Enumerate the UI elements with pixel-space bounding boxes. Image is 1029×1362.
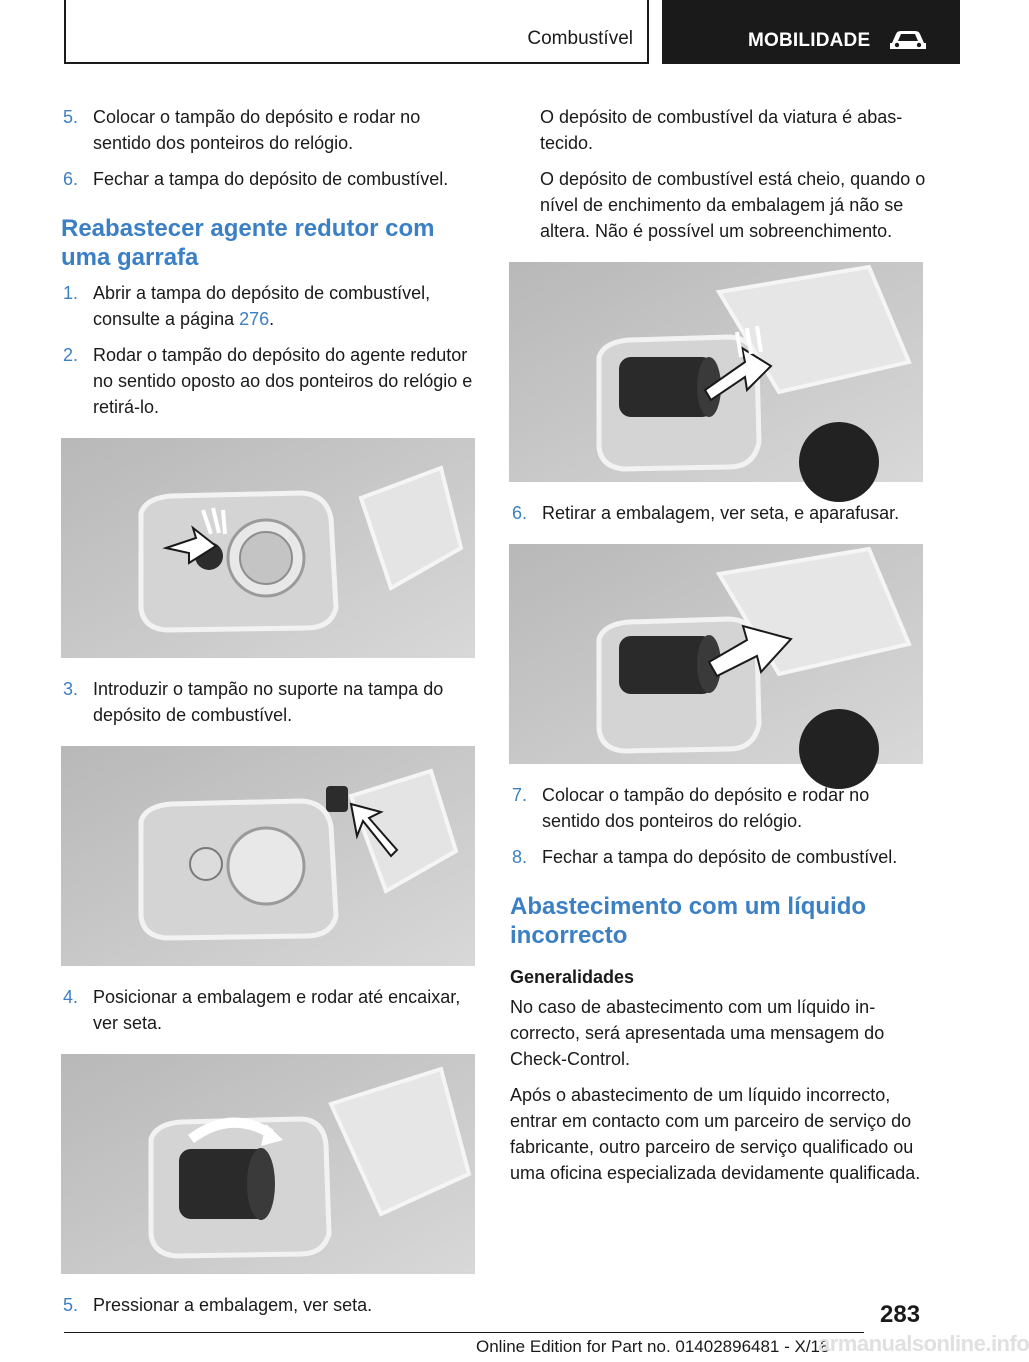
section-title: Combustível <box>527 28 633 49</box>
paragraph-check-control: No caso de abastecimento com um líquido incorrecto, será apresentada uma mensagem do Check-Control. <box>510 997 885 1069</box>
figure-rotate-bottle <box>61 1054 475 1274</box>
page-link-276[interactable]: 276 <box>239 309 270 329</box>
step-5a: 5. Colocar o tampão do depósito e rodar no sentido dos ponteiros do relógio. <box>63 107 421 153</box>
paragraph-contact-service: Após o abastecimento de um líquido incorrecto, entrar em contacto com um parceiro de serviço do fabricante, outro parceiro de serviço qualificado ou uma oficina especializada devidamente qualificada. <box>510 1085 921 1183</box>
page-number: 283 <box>880 1301 921 1328</box>
heading-refill-bottle: Reabastecer agente redutor com uma garrafa <box>61 215 435 271</box>
step-8: 8. Fechar a tampa do depósito de combustível. <box>512 847 898 867</box>
figure-remove-cap <box>61 438 475 658</box>
left-column <box>61 104 477 1328</box>
header-section-box <box>64 0 649 64</box>
step-5b: 5. Pressionar a embalagem, ver seta. <box>63 1295 373 1315</box>
step-3: 3. Introduzir o tampão no suporte na tampa do depósito de combustível. <box>63 679 444 725</box>
step-6b: 6. Retirar a embalagem, ver seta, e aparafusar. <box>512 503 900 523</box>
subheading-general: Generalidades <box>510 967 635 987</box>
step-1: 1. Abrir a tampa do depósito de combustível, consulte a página 276. <box>63 283 431 329</box>
header-chapter-box <box>662 0 960 64</box>
edition-text: Online Edition for Part no. 01402896481 - X/18 <box>476 1337 830 1356</box>
car-icon <box>888 28 928 52</box>
step-2: 2. Rodar o tampão do depósito do agente redutor no sentido oposto ao dos ponteiros do relógio e retirá-lo. <box>63 345 473 417</box>
right-column <box>510 104 926 1196</box>
step-6a: 6. Fechar a tampa do depósito de combustível. <box>63 169 449 189</box>
heading-wrong-fluid: Abastecimento com um líquido incorrecto <box>510 893 867 949</box>
paragraph-tank-full: O depósito de combustível está cheio, quando o nível de enchimento da embalagem já não se altera. Não é possível um sobreenchimento. <box>540 169 926 241</box>
figure-bottle-inserted <box>509 262 923 482</box>
watermark: armanualsonline.info <box>818 1331 1029 1356</box>
figure-cap-holder <box>61 746 475 966</box>
footer-divider <box>64 1332 864 1333</box>
step-4: 4. Posicionar a embalagem e rodar até encaixar, ver seta. <box>63 987 461 1033</box>
paragraph-tank-filled: O depósito de combustível da viatura é abastecido. <box>540 107 903 153</box>
step-7: 7. Colocar o tampão do depósito e rodar no sentido dos ponteiros do relógio. <box>512 785 870 831</box>
figure-remove-bottle <box>509 544 923 764</box>
chapter-title: MOBILIDADE <box>748 30 871 51</box>
